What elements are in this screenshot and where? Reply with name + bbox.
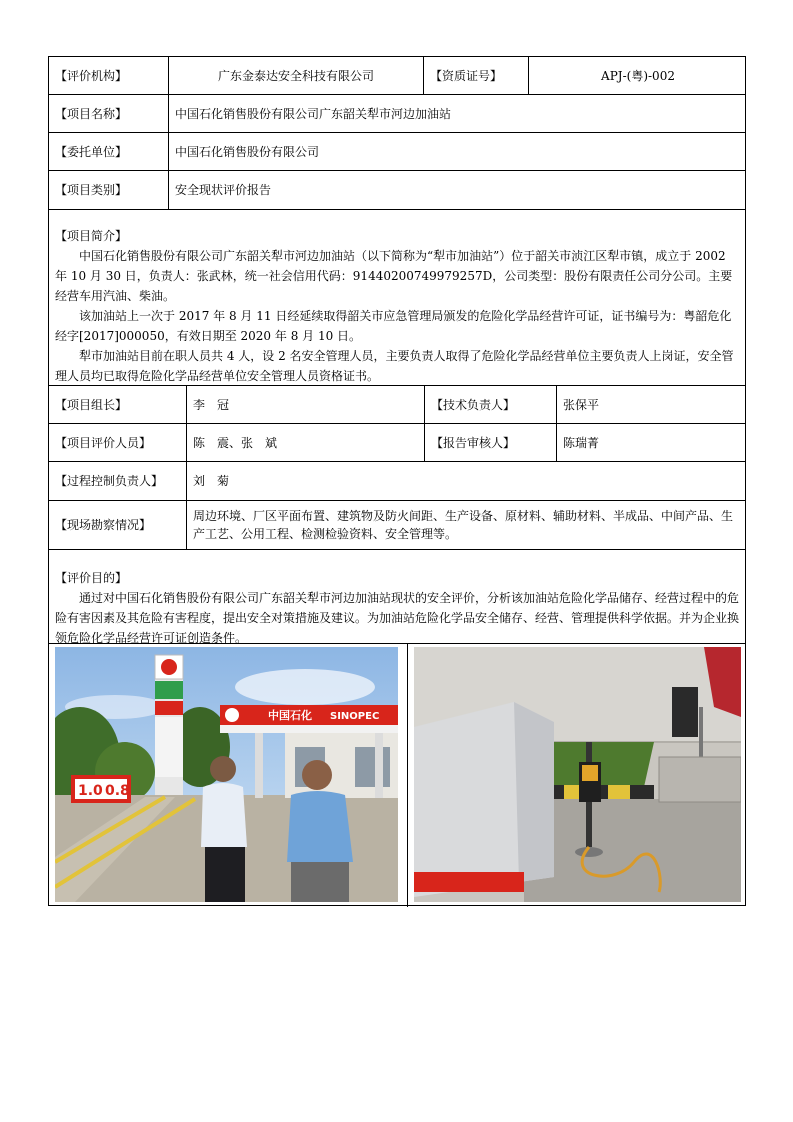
leader-row [49,386,745,424]
client-label: 【委托单位】 [49,133,169,170]
svg-text:1.0: 1.0 [78,783,103,799]
intro-paragraph-3: 犁市加油站目前在职人员共 4 人，设 2 名安全管理人员，主要负责人取得了危险化学品经营单位主要负责人上岗证，安全管理人员均已取得危险化学品经营单位安全管理人员资格证书。 [55,349,734,383]
client-value: 中国石化销售股份有限公司 [175,144,320,159]
assessors-value: 陈 震、张 斌 [187,424,425,461]
tech-label: 【技术负责人】 [425,386,557,423]
svg-text:中国石化: 中国石化 [268,709,312,722]
report-sheet [48,56,746,906]
leader-value: 李 冠 [187,386,425,423]
photo-row [49,644,745,907]
type-row [49,171,745,210]
assessors-row [49,424,745,462]
gas-station-photo [55,647,398,902]
intro-paragraph-2: 该加油站上一次于 2017 年 8 月 11 日经延续取得韶关市应急管理局颁发的危险化学品经营许可证，证书编号为：粤韶危化经字[2017]000050，有效日期至 2020 年 8 月 10 日。 [55,309,732,343]
photo-divider [407,644,408,907]
static-ground-photo-image [414,647,741,902]
intro-section [49,210,745,386]
intro-paragraph-1: 中国石化销售股份有限公司广东韶关犁市河边加油站（以下简称为“犁市加油站”）位于韶关市浈江区犁市镇，成立于 2002 年 10 月 30 日，负责人：张武林，统一社会信用代码：91440200749979257D，公司类型：股份有限责任公司分公司。主要经营车用汽油、柴油。 [55,249,733,303]
purpose-text: 通过对中国石化销售股份有限公司广东韶关犁市河边加油站现状的安全评价，分析该加油站危险化学品储存、经营过程中的危险有害因素及其危险有害程度，提出安全对策措施及建议。为加油站危险化学品安全储存、经营、管理提供科学依据。并为企业换领危险化学品经营许可证创造条件。 [55,591,740,645]
org-row [49,57,745,95]
purpose-heading: 【评价目的】 [55,571,128,585]
svg-text:SINOPEC: SINOPEC [330,711,380,722]
leader-label: 【项目组长】 [49,386,187,423]
cert-label: 【资质证号】 [424,57,529,94]
survey-row [49,501,745,550]
type-value: 安全现状评价报告 [175,183,272,197]
process-value: 刘 菊 [193,474,230,488]
project-name-value: 中国石化销售股份有限公司广东韶关犁市河边加油站 [175,106,452,121]
gas-station-photo-image [55,647,398,902]
survey-value: 周边环境、厂区平面布置、建筑物及防火间距、生产设备、原材料、辅助材料、半成品、中间产品、生产工艺、公用工程、检测检验资料、安全管理等。 [193,509,734,541]
tech-value: 张保平 [563,397,600,412]
cert-value: APJ-(粤)-002 [601,68,675,83]
project-name-row [49,95,745,133]
survey-label: 【现场勘察情况】 [49,501,187,549]
reviewer-value: 陈瑞菁 [563,435,600,450]
process-label: 【过程控制负责人】 [49,462,187,500]
org-label: 【评价机构】 [49,57,169,94]
reviewer-label: 【报告审核人】 [425,424,557,461]
client-row [49,133,745,171]
intro-heading: 【项目简介】 [55,229,128,243]
assessors-label: 【项目评价人员】 [49,424,187,461]
static-ground-photo [414,647,741,902]
process-row [49,462,745,501]
type-label: 【项目类别】 [49,171,169,209]
purpose-section [49,550,745,644]
project-name-label: 【项目名称】 [49,95,169,132]
svg-text:0.8: 0.8 [105,783,130,799]
org-value: 广东金泰达安全科技有限公司 [169,57,424,94]
